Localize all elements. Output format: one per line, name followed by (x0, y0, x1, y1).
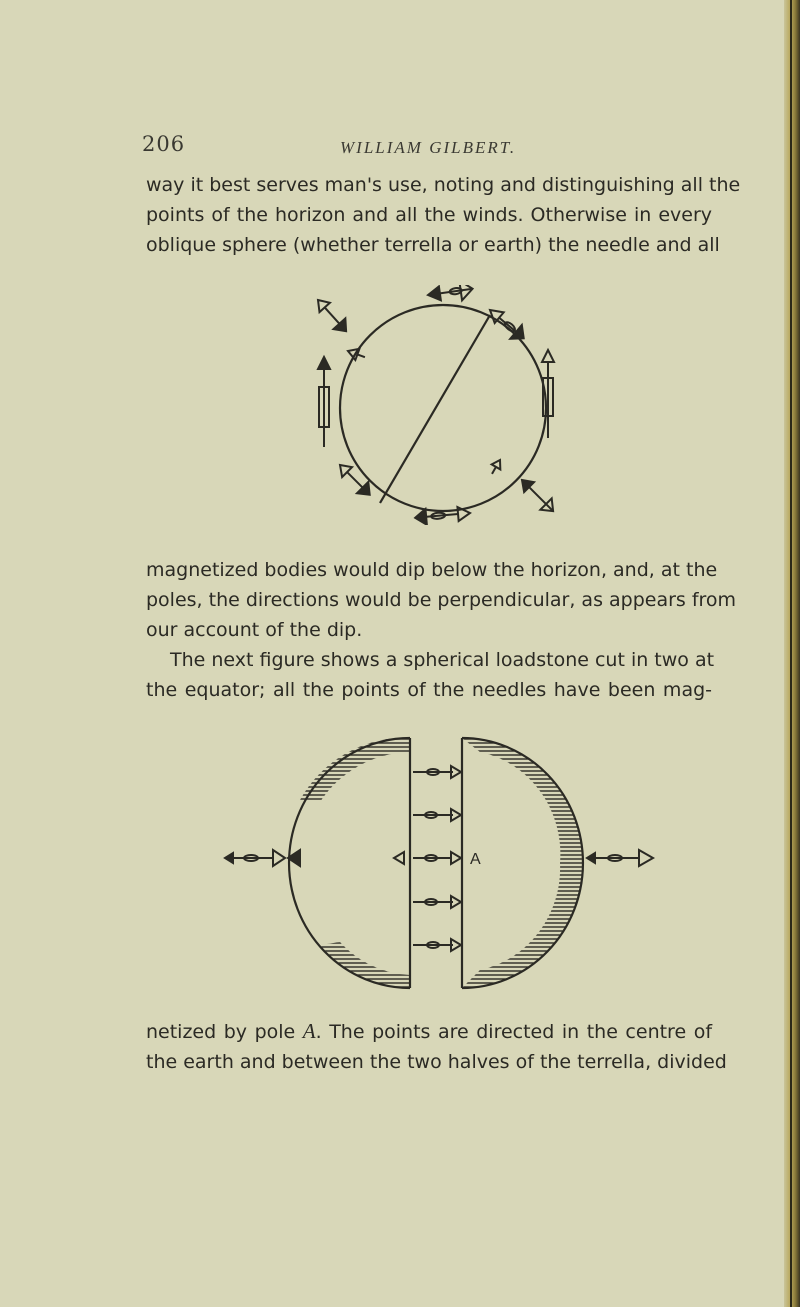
page-number: 206 (142, 132, 186, 156)
split-loadstone-figure (0, 730, 800, 995)
text-line: our account of the dip. (146, 619, 363, 641)
text-fragment: netized by pole (146, 1021, 303, 1043)
text-line: points of the horizon and all the winds. Otherwise in every (146, 204, 712, 226)
pole-label: A (302, 1019, 316, 1043)
page-header (0, 128, 800, 158)
text-line (146, 1016, 712, 1047)
split-sphere-label: A (470, 851, 481, 868)
paragraph-1 (146, 170, 741, 260)
paragraph-2 (146, 555, 737, 645)
running-title: WILLIAM GILBERT. (340, 138, 517, 157)
text-line: oblique sphere (whether terrella or earth) the needle and all (146, 234, 720, 256)
text-line: poles, the directions would be perpendicular, as appears from (146, 589, 737, 611)
text-line: the equator; all the points of the needles have been mag- (146, 679, 712, 701)
page-spine-edge (784, 0, 800, 1307)
text-line: the earth and between the two halves of the terrella, divided (146, 1051, 727, 1073)
text-line: magnetized bodies would dip below the horizon, and, at the (146, 559, 718, 581)
dip-needle-circle-figure (0, 285, 800, 525)
text-line: way it best serves man's use, noting and distinguishing all the (146, 174, 741, 196)
paragraph-4 (146, 1016, 727, 1077)
text-fragment: . The points are directed in the centre of (315, 1021, 713, 1043)
paragraph-3 (146, 645, 715, 705)
text-line: The next figure shows a spherical loadstone cut in two at (170, 649, 715, 671)
